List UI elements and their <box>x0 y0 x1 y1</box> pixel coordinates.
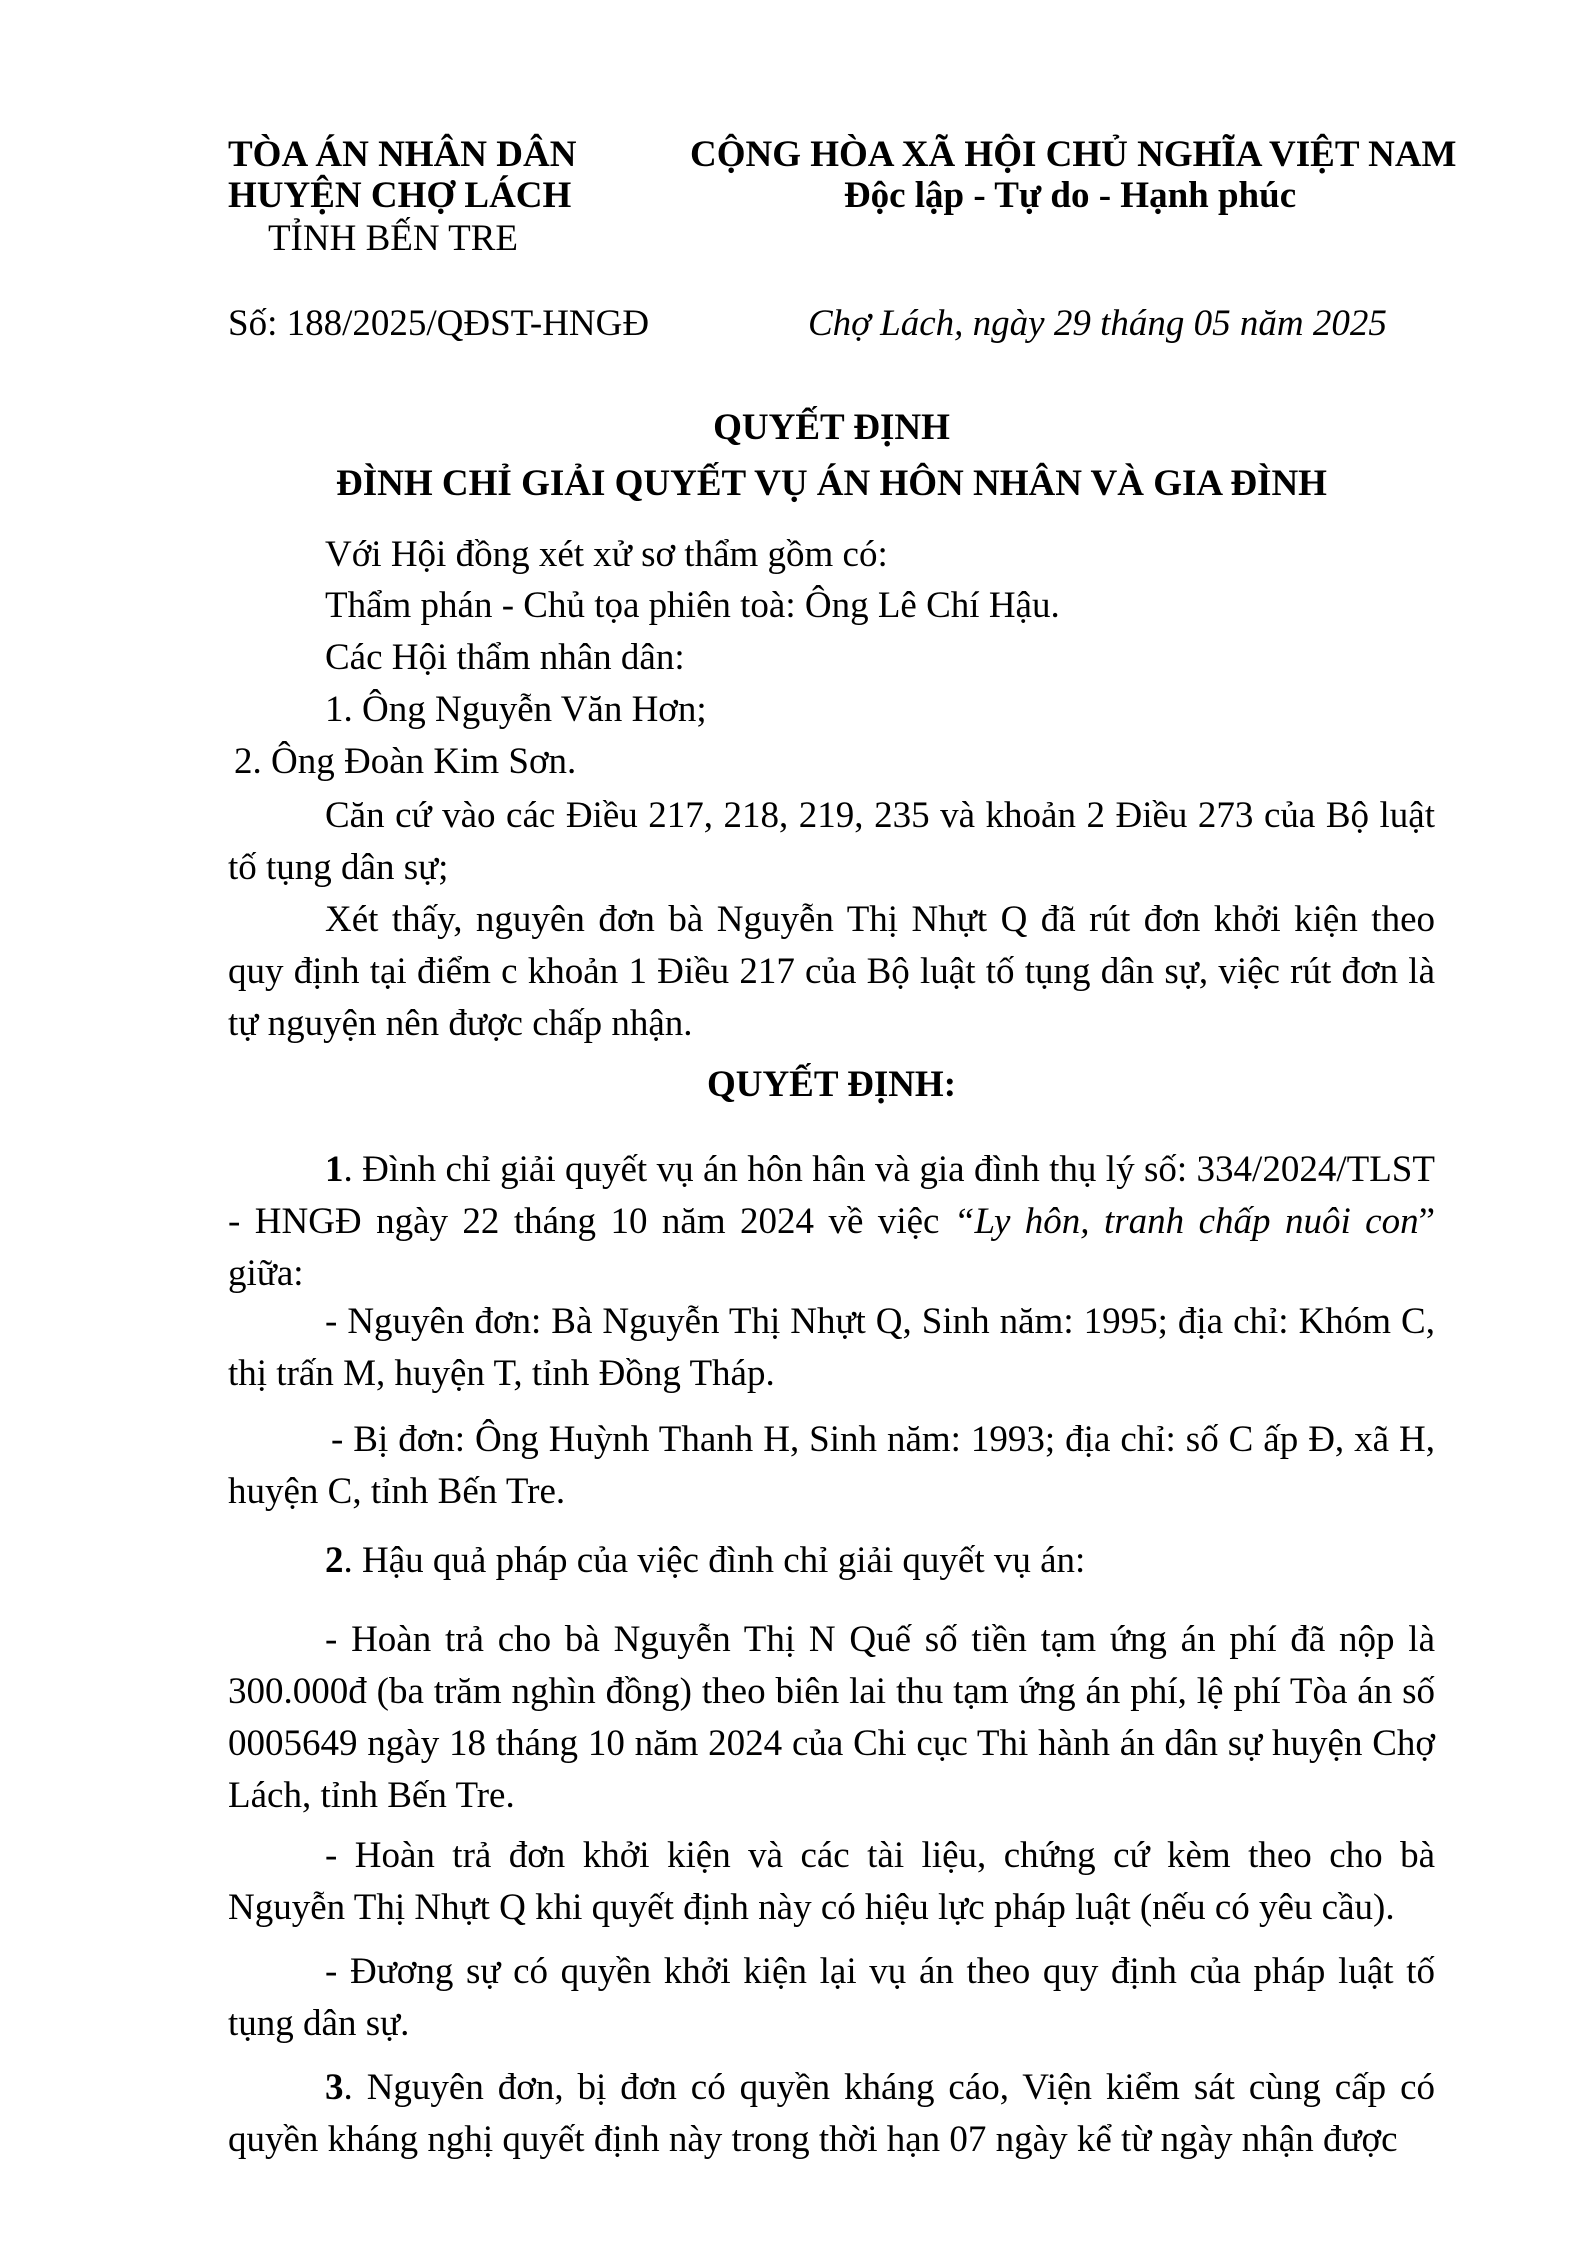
title-decision: QUYẾT ĐỊNH <box>713 407 950 448</box>
decision-heading: QUYẾT ĐỊNH: <box>706 1064 957 1105</box>
item-3-number: 3 <box>325 2067 344 2108</box>
panel-jurors-label: Các Hội thẩm nhân dân: <box>325 637 685 678</box>
item-1-number: 1 <box>325 1149 344 1190</box>
document-date: Chợ Lách, ngày 29 tháng 05 năm 2025 <box>808 303 1387 344</box>
court-province: TỈNH BẾN TRE <box>267 218 519 259</box>
item-1-text-end: ” giữa: <box>228 1201 1436 1294</box>
item-1-case-type: “Ly hôn, tranh chấp nuôi con <box>953 1201 1419 1242</box>
court-name: TÒA ÁN NHÂN DÂN <box>228 134 577 175</box>
consideration: Xét thấy, nguyên đơn bà Nguyễn Thị Nhựt Q đã rút đơn khởi kiện theo quy định tại điểm c khoản 1 Điều 217 của Bộ luật tố tụng dân sự, việc rút đơn là tự nguyện nên được chấp nhận. <box>228 899 1435 1044</box>
plaintiff-info: - Nguyên đơn: Bà Nguyễn Thị Nhựt Q, Sinh năm: 1995; địa chỉ: Khóm C, thị trấn M, huyện T, tỉnh Đồng Tháp. <box>228 1301 1435 1394</box>
panel-intro: Với Hội đồng xét xử sơ thẩm gồm có: <box>325 534 888 575</box>
resue-right: - Đương sự có quyền khởi kiện lại vụ án theo quy định của pháp luật tố tụng dân sự. <box>228 1951 1435 2044</box>
item-1-text: . Đình chỉ giải quyết vụ án hôn hân và gia đình thụ lý số: 334/2024/TLST - HNGĐ ngày 22 tháng 10 năm 2024 về việc <box>228 1149 1435 1242</box>
national-motto: Độc lập - Tự do - Hạnh phúc <box>843 175 1297 216</box>
decision-item-1 <box>228 1144 1435 1300</box>
title-subject: ĐÌNH CHỈ GIẢI QUYẾT VỤ ÁN HÔN NHÂN VÀ GIA ĐÌNH <box>336 463 1327 504</box>
decision-item-2 <box>228 1535 1435 1587</box>
item-3-text: . Nguyên đơn, bị đơn có quyền kháng cáo, Viện kiểm sát cùng cấp có quyền kháng nghị quyết định này trong thời hạn 07 ngày kể từ ngày nhận được <box>228 2067 1435 2160</box>
panel-juror-2: 2. Ông Đoàn Kim Sơn. <box>234 741 577 782</box>
refund-fee: - Hoàn trả cho bà Nguyễn Thị N Quế số tiền tạm ứng án phí đã nộp là 300.000đ (ba trăm nghìn đồng) theo biên lai thu tạm ứng án phí, lệ phí Tòa án số 0005649 ngày 18 tháng 10 năm 2024 của Chi cục Thi hành án dân sự huyện Chợ Lách, tỉnh Bến Tre. <box>228 1619 1435 1816</box>
court-district: HUYỆN CHỢ LÁCH <box>228 175 572 216</box>
item-2-text: . Hậu quả pháp của việc đình chỉ giải quyết vụ án: <box>343 1540 1086 1581</box>
panel-judge: Thẩm phán - Chủ tọa phiên toà: Ông Lê Chí Hậu. <box>325 585 1060 626</box>
legal-basis: Căn cứ vào các Điều 217, 218, 219, 235 và khoản 2 Điều 273 của Bộ luật tố tụng dân sự; <box>228 795 1435 888</box>
decision-item-3 <box>228 2062 1435 2166</box>
panel-juror-1: 1. Ông Nguyễn Văn Hơn; <box>325 689 707 730</box>
defendant-info: - Bị đơn: Ông Huỳnh Thanh H, Sinh năm: 1993; địa chỉ: số C ấp Đ, xã H, huyện C, tỉnh Bến Tre. <box>228 1419 1435 1512</box>
national-title: CỘNG HÒA XÃ HỘI CHỦ NGHĨA VIỆT NAM <box>690 134 1457 175</box>
refund-documents: - Hoàn trả đơn khởi kiện và các tài liệu, chứng cứ kèm theo cho bà Nguyễn Thị Nhựt Q khi quyết định này có hiệu lực pháp luật (nếu có yêu cầu). <box>228 1835 1435 1928</box>
document-number: Số: 188/2025/QĐST-HNGĐ <box>228 303 650 344</box>
item-2-number: 2 <box>325 1540 344 1581</box>
